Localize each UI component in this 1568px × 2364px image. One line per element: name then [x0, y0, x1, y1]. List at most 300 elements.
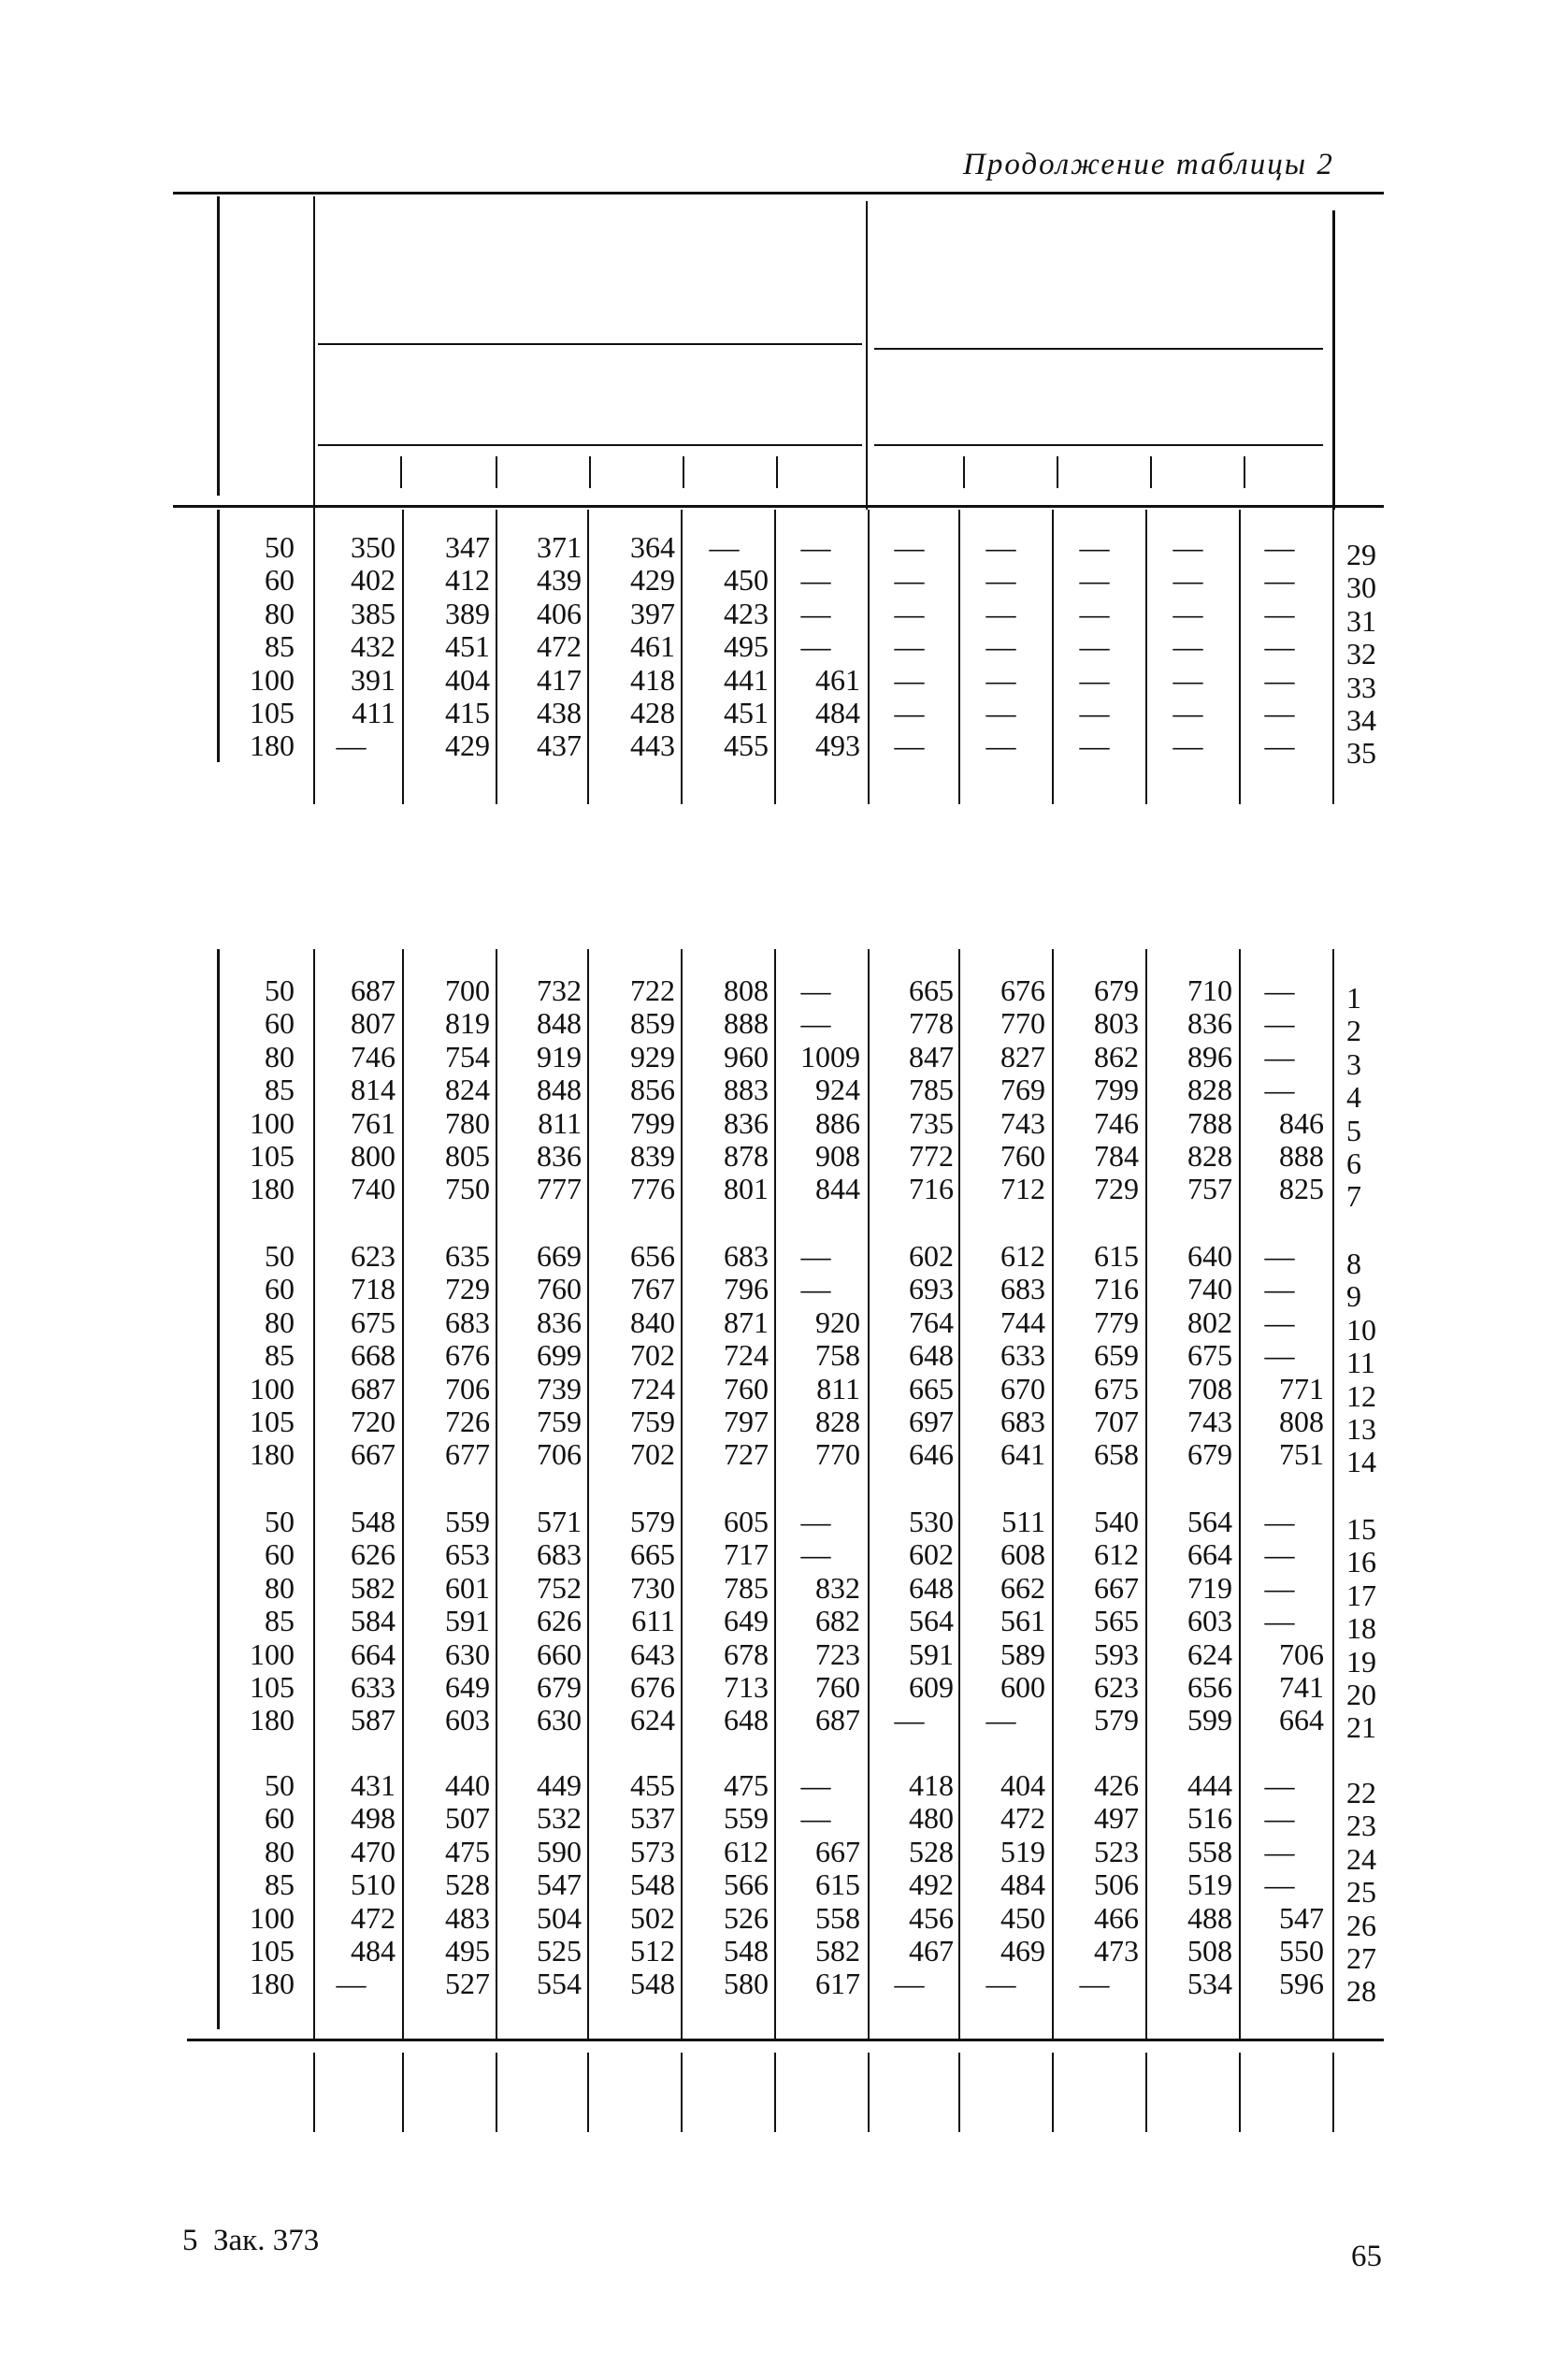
- table-cell: 683: [537, 1537, 582, 1572]
- table-cell: —: [1264, 1834, 1295, 1868]
- table-cell: 418: [630, 662, 675, 697]
- table-cell: 668: [351, 1338, 396, 1373]
- table-cell: 566: [724, 1867, 769, 1902]
- table-cell: 764: [909, 1305, 954, 1339]
- table-cell: 847: [909, 1039, 954, 1074]
- table-cell: —: [985, 696, 1016, 730]
- table-cell: 564: [1187, 1505, 1232, 1538]
- column-divider: [402, 949, 404, 2039]
- table-cell: —: [1264, 1505, 1295, 1538]
- load-value: 50: [265, 1768, 295, 1802]
- table-cell: 612: [724, 1834, 769, 1868]
- table-cell: —: [1264, 1305, 1295, 1339]
- table-cell: 896: [1187, 1039, 1232, 1074]
- load-value: 80: [265, 1570, 295, 1605]
- table-cell: —: [800, 596, 831, 630]
- table-cell: 799: [630, 1105, 675, 1140]
- table-cell: 778: [909, 1006, 954, 1041]
- table-cell: 662: [1000, 1570, 1045, 1605]
- footer-divider: [1239, 2053, 1241, 2132]
- data-column-7: [957, 1769, 1045, 2001]
- table-cell: —: [894, 629, 925, 664]
- table-cell: 836: [537, 1305, 582, 1339]
- table-cell: 591: [909, 1636, 954, 1671]
- table-cell: —: [1264, 1272, 1295, 1306]
- table-cell: 450: [1000, 1900, 1045, 1935]
- table-cell: 426: [1094, 1768, 1139, 1802]
- table-cell: 429: [445, 728, 490, 763]
- data-column-9: [1144, 1240, 1232, 1472]
- table-cell: 706: [537, 1437, 582, 1472]
- table-cell: —: [1264, 1604, 1295, 1638]
- table-cell: —: [894, 696, 925, 730]
- table-cell: 571: [537, 1505, 582, 1538]
- page-number: 65: [1351, 2240, 1382, 2273]
- table-cell: —: [1079, 530, 1110, 564]
- load-value: 180: [250, 1967, 295, 2001]
- column-divider: [313, 949, 315, 2039]
- row-index: 4: [1346, 1080, 1361, 1115]
- table-cell: 746: [1094, 1105, 1139, 1140]
- table-cell: 525: [537, 1934, 582, 1968]
- table-cell: 752: [537, 1570, 582, 1605]
- table-cell: 456: [909, 1900, 954, 1935]
- table-cell: —: [894, 1703, 925, 1737]
- table-cell: 492: [909, 1867, 954, 1902]
- table-cell: —: [800, 1239, 831, 1273]
- table-cell: 807: [351, 1006, 396, 1041]
- column-divider: [774, 949, 776, 2039]
- table-cell: 428: [630, 696, 675, 730]
- table-cell: 771: [1279, 1371, 1324, 1405]
- table-cell: 811: [538, 1105, 582, 1140]
- category-header: [170, 204, 204, 503]
- row-index: 25: [1346, 1875, 1376, 1910]
- table-cell: 739: [537, 1371, 582, 1405]
- table-cell: 825: [1279, 1172, 1324, 1206]
- row-indices: [1346, 982, 1393, 1214]
- table-cell: —: [800, 1006, 831, 1041]
- footer-divider: [868, 2053, 870, 2132]
- table-cell: 716: [909, 1172, 954, 1206]
- table-cell: —: [985, 596, 1016, 630]
- footer-divider: [958, 2053, 960, 2132]
- table-cell: 590: [537, 1834, 582, 1868]
- table-cell: 534: [1187, 1967, 1232, 2001]
- table-cell: 761: [351, 1105, 396, 1140]
- load-value: 60: [265, 1801, 295, 1836]
- table-cell: 785: [909, 1073, 954, 1107]
- table-cell: 760: [815, 1670, 860, 1705]
- table-cell: 836: [1187, 1006, 1232, 1041]
- table-cell: 510: [351, 1867, 396, 1902]
- table-cell: 828: [815, 1405, 860, 1439]
- table-cell: 516: [1187, 1801, 1232, 1836]
- load-value: 50: [265, 530, 295, 564]
- table-cell: 493: [815, 728, 860, 763]
- row-index: 1: [1346, 981, 1361, 1015]
- table-cell: 726: [445, 1405, 490, 1439]
- table-cell: 602: [909, 1537, 954, 1572]
- table-cell: 754: [445, 1039, 490, 1074]
- table-cell: 461: [815, 662, 860, 697]
- table-cell: —: [800, 1537, 831, 1572]
- table-cell: —: [336, 728, 367, 763]
- load-value: 60: [265, 1537, 295, 1572]
- row-index: 20: [1346, 1678, 1376, 1712]
- table-cell: 630: [445, 1636, 490, 1671]
- table-cell: 437: [537, 728, 582, 763]
- load-value: 80: [265, 1834, 295, 1868]
- load-value: 50: [265, 1239, 295, 1273]
- group-divider: [866, 201, 868, 510]
- data-column-9: [1144, 531, 1232, 763]
- table-cell: 548: [630, 1967, 675, 2001]
- table-cell: 451: [724, 696, 769, 730]
- table-cell: 643: [630, 1636, 675, 1671]
- footer-divider: [1052, 2053, 1054, 2132]
- table-cell: 856: [630, 1073, 675, 1107]
- table-cell: 693: [909, 1272, 954, 1306]
- table-cell: 735: [909, 1105, 954, 1140]
- table-cell: 811: [816, 1371, 860, 1405]
- row-index: 29: [1346, 538, 1376, 571]
- load-value: 80: [265, 1305, 295, 1339]
- footer-divider: [774, 2053, 776, 2132]
- table-cell: 777: [537, 1172, 582, 1206]
- data-column-6: [865, 1240, 954, 1472]
- table-cell: 679: [1187, 1437, 1232, 1472]
- cap-separator: [683, 456, 684, 488]
- data-column-3: [586, 974, 675, 1206]
- data-column-0: [307, 1506, 396, 1737]
- table-cell: 784: [1094, 1139, 1139, 1174]
- data-column-4: [680, 1240, 769, 1472]
- load-value: 60: [265, 1006, 295, 1041]
- table-cell: —: [1172, 563, 1203, 598]
- cap-separator: [589, 456, 591, 488]
- column-divider: [1332, 510, 1334, 804]
- table-cell: 475: [724, 1768, 769, 1802]
- table-cell: 679: [537, 1670, 582, 1705]
- table-cell: 707: [1094, 1405, 1139, 1439]
- column-divider: [587, 510, 589, 804]
- table-cell: 871: [724, 1305, 769, 1339]
- data-column-3: [586, 1769, 675, 2001]
- table-cell: 702: [630, 1338, 675, 1373]
- table-cell: 441: [724, 662, 769, 697]
- table-cell: 554: [537, 1967, 582, 2001]
- table-cell: 750: [445, 1172, 490, 1206]
- table-cell: 488: [1187, 1900, 1232, 1935]
- footer-divider: [313, 2053, 315, 2132]
- table-cell: 623: [1094, 1670, 1139, 1705]
- table-cell: 722: [630, 973, 675, 1007]
- load-value: 50: [265, 1505, 295, 1538]
- load-values: [224, 1769, 295, 2001]
- table-cell: 423: [724, 596, 769, 630]
- table-cell: 523: [1094, 1834, 1139, 1868]
- row-index: 35: [1346, 736, 1376, 771]
- table-cell: 580: [724, 1967, 769, 2001]
- table-cell: 699: [537, 1338, 582, 1373]
- row-index: 18: [1346, 1611, 1376, 1646]
- row-index: 30: [1346, 570, 1376, 605]
- table-cell: 814: [351, 1073, 396, 1107]
- table-cell: 682: [815, 1604, 860, 1638]
- table-cell: 656: [1187, 1670, 1232, 1705]
- table-cell: 540: [1094, 1505, 1139, 1538]
- table-cell: 760: [537, 1272, 582, 1306]
- table-cell: 389: [445, 596, 490, 630]
- table-cell: 800: [351, 1139, 396, 1174]
- table-cell: 506: [1094, 1867, 1139, 1902]
- load-value: 180: [250, 1437, 295, 1472]
- table-cell: —: [1172, 596, 1203, 630]
- table-cell: —: [800, 1272, 831, 1306]
- table-cell: 605: [724, 1505, 769, 1538]
- table-cell: 648: [909, 1338, 954, 1373]
- column-divider: [868, 949, 870, 2039]
- load-value: 180: [250, 1172, 295, 1206]
- load-value: 100: [250, 662, 295, 697]
- table-cell: 751: [1279, 1437, 1324, 1472]
- table-cell: 547: [537, 1867, 582, 1902]
- table-cell: 528: [909, 1834, 954, 1868]
- table-cell: 498: [351, 1801, 396, 1836]
- table-cell: 624: [630, 1703, 675, 1737]
- data-column-1: [401, 1769, 490, 2001]
- column-divider: [1145, 510, 1147, 804]
- data-column-10: [1235, 1506, 1324, 1737]
- table-cell: 683: [445, 1305, 490, 1339]
- table-cell: 537: [630, 1801, 675, 1836]
- table-cell: 702: [630, 1437, 675, 1472]
- table-cell: 444: [1187, 1768, 1232, 1802]
- row-index: 9: [1346, 1279, 1361, 1314]
- table-cell: 439: [537, 563, 582, 598]
- table-cell: —: [1264, 1239, 1295, 1273]
- row-index: 22: [1346, 1776, 1376, 1809]
- table-cell: 664: [1279, 1703, 1324, 1737]
- row-index: 32: [1346, 637, 1376, 671]
- load-value: 105: [250, 1670, 295, 1705]
- table-cell: 550: [1279, 1934, 1324, 1968]
- table-cell: 888: [1279, 1139, 1324, 1174]
- row-index: 2: [1346, 1014, 1361, 1048]
- table-cell: 451: [445, 629, 490, 664]
- table-cell: 676: [630, 1670, 675, 1705]
- row-index: 16: [1346, 1545, 1376, 1579]
- table-cell: 801: [724, 1172, 769, 1206]
- table-cell: 601: [445, 1570, 490, 1605]
- table-cell: —: [1079, 728, 1110, 763]
- table-cell: 760: [724, 1371, 769, 1405]
- table-cell: 729: [445, 1272, 490, 1306]
- table-cell: —: [1264, 1801, 1295, 1836]
- table-cell: 615: [815, 1867, 860, 1902]
- data-column-2: [493, 531, 582, 763]
- row-index: 17: [1346, 1578, 1376, 1612]
- footer-order: 5 Зак. 373: [182, 2224, 320, 2257]
- table-cell: 803: [1094, 1006, 1139, 1041]
- table-cell: —: [1172, 629, 1203, 664]
- table-cell: 438: [537, 696, 582, 730]
- table-cell: 746: [351, 1039, 396, 1074]
- table-cell: 888: [724, 1006, 769, 1041]
- table-cell: 402: [351, 563, 396, 598]
- row-index: 33: [1346, 670, 1376, 704]
- row-index: 13: [1346, 1412, 1376, 1447]
- index-header: [1341, 379, 1374, 491]
- table-cell: 612: [1000, 1239, 1045, 1273]
- footer-divider: [587, 2053, 589, 2132]
- table-cell: 828: [1187, 1139, 1232, 1174]
- table-cell: 608: [1000, 1537, 1045, 1572]
- table-cell: 450: [724, 563, 769, 598]
- table-cell: 805: [445, 1139, 490, 1174]
- data-column-1: [401, 1506, 490, 1737]
- table-cell: 609: [909, 1670, 954, 1705]
- table-cell: 779: [1094, 1305, 1139, 1339]
- table-cell: 710: [1187, 973, 1232, 1007]
- table-cell: 780: [445, 1105, 490, 1140]
- table-cell: 484: [815, 696, 860, 730]
- table-cell: 832: [815, 1570, 860, 1605]
- table-cell: —: [1079, 596, 1110, 630]
- table-cell: 848: [537, 1073, 582, 1107]
- table-cell: 687: [815, 1703, 860, 1737]
- table-cell: —: [1264, 563, 1295, 598]
- table-cell: 669: [537, 1239, 582, 1273]
- data-column-6: [865, 1506, 954, 1737]
- header-right-divider: [1332, 210, 1335, 510]
- load-value: 60: [265, 563, 295, 598]
- table-cell: 591: [445, 1604, 490, 1638]
- cap-separator: [1244, 456, 1245, 488]
- column-divider: [1239, 510, 1241, 804]
- table-cell: 760: [1000, 1139, 1045, 1174]
- row-indices: [1346, 1513, 1393, 1745]
- table-cell: 630: [537, 1703, 582, 1737]
- table-cell: —: [894, 530, 925, 564]
- table-cell: 440: [445, 1768, 490, 1802]
- column-divider: [496, 949, 497, 2039]
- data-column-7: [957, 1506, 1045, 1737]
- table-cell: 658: [1094, 1437, 1139, 1472]
- table-cell: 649: [724, 1604, 769, 1638]
- table-cell: 767: [630, 1272, 675, 1306]
- table-cell: —: [1264, 1867, 1295, 1902]
- column-divider: [681, 510, 683, 804]
- row-index: 3: [1346, 1046, 1361, 1081]
- table-cell: 729: [1094, 1172, 1139, 1206]
- table-cell: —: [1264, 596, 1295, 630]
- cap-separator: [1057, 456, 1058, 488]
- row-indices: [1346, 1777, 1393, 2009]
- table-cell: 350: [351, 530, 396, 564]
- table-cell: 599: [1187, 1703, 1232, 1737]
- table-cell: 920: [815, 1305, 860, 1339]
- load-value: 100: [250, 1105, 295, 1140]
- table-cell: 960: [724, 1039, 769, 1074]
- column-divider: [217, 949, 220, 2029]
- table-cell: —: [1172, 530, 1203, 564]
- footer-divider: [1332, 2053, 1334, 2132]
- table-cell: 883: [724, 1073, 769, 1107]
- table-cell: —: [1079, 696, 1110, 730]
- table-cell: 757: [1187, 1172, 1232, 1206]
- table-cell: 455: [724, 728, 769, 763]
- table-cell: 713: [724, 1670, 769, 1705]
- table-cell: 519: [1187, 1867, 1232, 1902]
- table-cell: 706: [1279, 1636, 1324, 1671]
- table-cell: 665: [909, 1371, 954, 1405]
- cap-separator: [1150, 456, 1152, 488]
- data-column-6: [865, 974, 954, 1206]
- table-cell: 678: [724, 1636, 769, 1671]
- load-value: 105: [250, 1139, 295, 1174]
- footer-divider: [1145, 2053, 1147, 2132]
- table-cell: —: [985, 728, 1016, 763]
- table-cell: 759: [537, 1405, 582, 1439]
- row-index: 21: [1346, 1710, 1376, 1745]
- header-bottom-rule: [173, 505, 1384, 508]
- row-index: 11: [1346, 1346, 1375, 1380]
- column-divider: [1052, 510, 1054, 804]
- column-divider: [774, 510, 776, 804]
- table-cell: 770: [1000, 1006, 1045, 1041]
- table-cell: 603: [1187, 1604, 1232, 1638]
- load-value: 105: [250, 1405, 295, 1439]
- data-column-3: [586, 531, 675, 763]
- table-cell: 908: [815, 1139, 860, 1174]
- table-cell: 593: [1094, 1636, 1139, 1671]
- table-cell: 617: [815, 1967, 860, 2001]
- table-cell: —: [985, 563, 1016, 598]
- load-value: 105: [250, 696, 295, 730]
- table-cell: 624: [1187, 1636, 1232, 1671]
- table-cell: 507: [445, 1801, 490, 1836]
- table-cell: 802: [1187, 1305, 1232, 1339]
- data-column-1: [401, 974, 490, 1206]
- table-cell: —: [800, 629, 831, 664]
- row-index: 26: [1346, 1908, 1376, 1942]
- table-cell: 886: [815, 1105, 860, 1140]
- capacity-header: [232, 189, 307, 507]
- data-column-3: [586, 1506, 675, 1737]
- row-index: 5: [1346, 1113, 1361, 1147]
- table-cell: 508: [1187, 1934, 1232, 1968]
- column-divider: [217, 510, 220, 762]
- column-divider: [681, 949, 683, 2039]
- data-column-8: [1050, 1769, 1139, 2001]
- row-index: 19: [1346, 1644, 1376, 1679]
- load-values: [224, 531, 295, 763]
- table-cell: 411: [352, 696, 396, 730]
- data-column-7: [957, 1240, 1045, 1472]
- cap-rule-normal: [318, 444, 862, 446]
- table-cell: —: [1264, 1570, 1295, 1605]
- table-cell: 667: [815, 1834, 860, 1868]
- table-cell: 844: [815, 1172, 860, 1206]
- column-divider: [958, 949, 960, 2039]
- table-cell: 502: [630, 1900, 675, 1935]
- table-cell: 615: [1094, 1239, 1139, 1273]
- table-cell: 862: [1094, 1039, 1139, 1074]
- table-cell: 665: [909, 973, 954, 1007]
- table-cell: 558: [1187, 1834, 1232, 1868]
